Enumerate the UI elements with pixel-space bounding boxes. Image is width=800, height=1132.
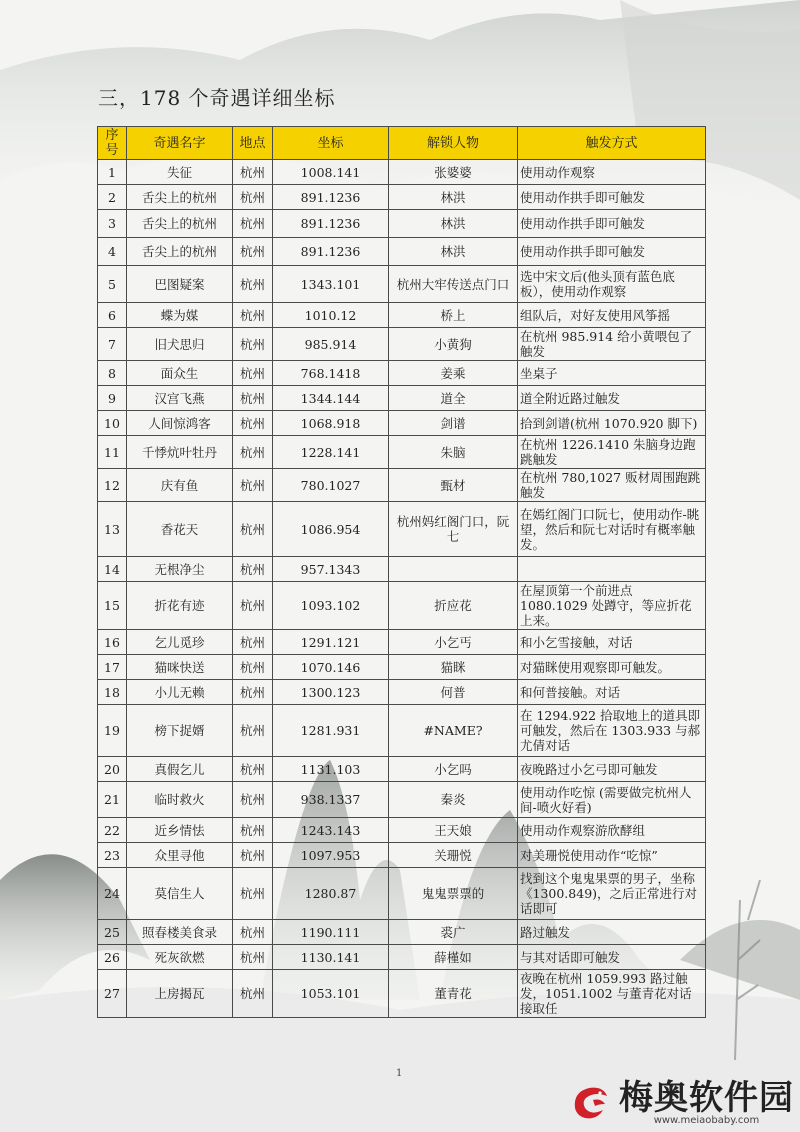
- cell-index: 23: [98, 843, 127, 868]
- cell-name: 蝶为媒: [127, 303, 233, 328]
- cell-name: 临时救火: [127, 782, 233, 818]
- cell-coordinates: 891.1236: [273, 210, 389, 238]
- cell-unlock-npc: 猫眯: [389, 655, 518, 680]
- cell-location: 杭州: [233, 469, 273, 502]
- cell-name: 舌尖上的杭州: [127, 210, 233, 238]
- cell-coordinates: 891.1236: [273, 185, 389, 210]
- cell-trigger-method: 选中宋文后(他头顶有蓝色底板），使用动作观察: [518, 266, 706, 303]
- cell-name: 失征: [127, 160, 233, 185]
- cell-coordinates: 938.1337: [273, 782, 389, 818]
- cell-index: 4: [98, 238, 127, 266]
- cell-index: 5: [98, 266, 127, 303]
- cell-unlock-npc: 折应花: [389, 582, 518, 630]
- table-row: [98, 266, 706, 303]
- cell-location: 杭州: [233, 557, 273, 582]
- cell-location: 杭州: [233, 757, 273, 782]
- page-number: 1: [396, 1068, 403, 1079]
- cell-unlock-npc: 林洪: [389, 238, 518, 266]
- cell-coordinates: 768.1418: [273, 361, 389, 386]
- header-cell-coordinates: 坐标: [273, 127, 389, 160]
- cell-location: 杭州: [233, 920, 273, 945]
- cell-name: 近乡情怯: [127, 818, 233, 843]
- cell-coordinates: 1070.146: [273, 655, 389, 680]
- cell-coordinates: 1228.141: [273, 436, 389, 469]
- cell-index: 25: [98, 920, 127, 945]
- cell-location: 杭州: [233, 705, 273, 757]
- table-row: [98, 185, 706, 210]
- cell-trigger-method: 在嫣红阁门口阮七，使用动作-眺望，然后和阮七对话时有概率触发。: [518, 502, 706, 557]
- cell-name: 上房揭瓦: [127, 970, 233, 1018]
- table-row: [98, 361, 706, 386]
- cell-coordinates: 985.914: [273, 328, 389, 361]
- cell-name: 猫咪快送: [127, 655, 233, 680]
- cell-coordinates: 1190.111: [273, 920, 389, 945]
- cell-name: 千悸炕叶牡丹: [127, 436, 233, 469]
- cell-coordinates: 1300.123: [273, 680, 389, 705]
- cell-unlock-npc: 桥上: [389, 303, 518, 328]
- cell-trigger-method: 在杭州 780,1027 贩材周围跑跳触发: [518, 469, 706, 502]
- table-row: [98, 970, 706, 1018]
- cell-unlock-npc: 姜乘: [389, 361, 518, 386]
- table-row: [98, 328, 706, 361]
- cell-location: 杭州: [233, 655, 273, 680]
- cell-location: 杭州: [233, 160, 273, 185]
- cell-unlock-npc: 剑谱: [389, 411, 518, 436]
- cell-index: 14: [98, 557, 127, 582]
- table-row: [98, 210, 706, 238]
- cell-location: 杭州: [233, 185, 273, 210]
- cell-name: 照春楼美食录: [127, 920, 233, 945]
- cell-coordinates: 1291.121: [273, 630, 389, 655]
- cell-location: 杭州: [233, 843, 273, 868]
- table-row: [98, 411, 706, 436]
- section-heading: 三，178 个奇遇详细坐标: [98, 86, 336, 110]
- cell-index: 2: [98, 185, 127, 210]
- cell-unlock-npc: 朱脑: [389, 436, 518, 469]
- table-row: [98, 920, 706, 945]
- cell-unlock-npc: 秦炎: [389, 782, 518, 818]
- table-row: [98, 386, 706, 411]
- cell-name: 面众生: [127, 361, 233, 386]
- table-row: [98, 557, 706, 582]
- cell-index: 9: [98, 386, 127, 411]
- cell-name: 香花天: [127, 502, 233, 557]
- cell-trigger-method: 与其对话即可触发: [518, 945, 706, 970]
- cell-coordinates: 1131.103: [273, 757, 389, 782]
- cell-unlock-npc: 杭州妈红阁门口，阮七: [389, 502, 518, 557]
- cell-name: 舌尖上的杭州: [127, 238, 233, 266]
- table-row: [98, 680, 706, 705]
- cell-trigger-method: 夜晚在杭州 1059.993 路过触发，1051.1002 与董青花对话接取任: [518, 970, 706, 1018]
- cell-index: 20: [98, 757, 127, 782]
- cell-coordinates: 1281.931: [273, 705, 389, 757]
- cell-index: 12: [98, 469, 127, 502]
- cell-coordinates: 1130.141: [273, 945, 389, 970]
- cell-coordinates: 891.1236: [273, 238, 389, 266]
- cell-name: 巴图疑案: [127, 266, 233, 303]
- cell-index: 13: [98, 502, 127, 557]
- cell-location: 杭州: [233, 680, 273, 705]
- cell-trigger-method: 和小乞雪接触，对话: [518, 630, 706, 655]
- table-row: [98, 818, 706, 843]
- cell-location: 杭州: [233, 386, 273, 411]
- cell-index: 1: [98, 160, 127, 185]
- cell-name: 众里寻他: [127, 843, 233, 868]
- table-row: [98, 782, 706, 818]
- cell-name: 旧犬思归: [127, 328, 233, 361]
- header-cell-index: 序号: [98, 127, 127, 160]
- table-row: [98, 238, 706, 266]
- cell-location: 杭州: [233, 328, 273, 361]
- cell-name: 折花有迹: [127, 582, 233, 630]
- cell-coordinates: 1093.102: [273, 582, 389, 630]
- cell-name: 真假乞儿: [127, 757, 233, 782]
- cell-name: 舌尖上的杭州: [127, 185, 233, 210]
- cell-unlock-npc: #NAME?: [389, 705, 518, 757]
- cell-unlock-npc: 小乞吗: [389, 757, 518, 782]
- cell-name: 死灰欲燃: [127, 945, 233, 970]
- cell-name: 莫信生人: [127, 868, 233, 920]
- table-row: [98, 843, 706, 868]
- cell-coordinates: 1097.953: [273, 843, 389, 868]
- cell-location: 杭州: [233, 782, 273, 818]
- cell-location: 杭州: [233, 945, 273, 970]
- cell-location: 杭州: [233, 818, 273, 843]
- cell-location: 杭州: [233, 630, 273, 655]
- cell-trigger-method: 在杭州 1226.1410 朱脑身边跑跳触发: [518, 436, 706, 469]
- cell-unlock-npc: [389, 557, 518, 582]
- cell-coordinates: 1053.101: [273, 970, 389, 1018]
- header-cell-name: 奇遇名字: [127, 127, 233, 160]
- cell-trigger-method: 使用动作观察: [518, 160, 706, 185]
- cell-trigger-method: 对美珊悦使用动作“吃惊”: [518, 843, 706, 868]
- cell-trigger-method: 使用动作拱手即可触发: [518, 238, 706, 266]
- cell-coordinates: 1068.918: [273, 411, 389, 436]
- table-body: [98, 160, 706, 1018]
- cell-coordinates: 1008.141: [273, 160, 389, 185]
- cell-coordinates: 957.1343: [273, 557, 389, 582]
- cell-trigger-method: 路过触发: [518, 920, 706, 945]
- cell-location: 杭州: [233, 303, 273, 328]
- cell-coordinates: 1343.101: [273, 266, 389, 303]
- cell-index: 3: [98, 210, 127, 238]
- cell-coordinates: 780.1027: [273, 469, 389, 502]
- cell-location: 杭州: [233, 210, 273, 238]
- cell-index: 15: [98, 582, 127, 630]
- table-row: [98, 160, 706, 185]
- cell-location: 杭州: [233, 436, 273, 469]
- cell-name: 人间惊鸿客: [127, 411, 233, 436]
- watermark-title: 梅奥软件园: [619, 1077, 794, 1118]
- header-cell-unlock-npc: 解锁人物: [389, 127, 518, 160]
- cell-trigger-method: 使用动作拱手即可触发: [518, 185, 706, 210]
- cell-unlock-npc: 薛槿如: [389, 945, 518, 970]
- table-row: [98, 630, 706, 655]
- cell-trigger-method: 对猫眯使用观察即可触发。: [518, 655, 706, 680]
- cell-trigger-method: 拾到剑谱(杭州 1070.920 脚下): [518, 411, 706, 436]
- cell-unlock-npc: 裘广: [389, 920, 518, 945]
- cell-location: 杭州: [233, 238, 273, 266]
- cell-index: 24: [98, 868, 127, 920]
- dragon-logo-icon: [567, 1078, 615, 1126]
- cell-location: 杭州: [233, 502, 273, 557]
- table-row: [98, 945, 706, 970]
- cell-index: 19: [98, 705, 127, 757]
- header-cell-location: 地点: [233, 127, 273, 160]
- cell-name: 庆有鱼: [127, 469, 233, 502]
- table-row: [98, 705, 706, 757]
- cell-unlock-npc: 甄材: [389, 469, 518, 502]
- cell-trigger-method: 道全附近路过触发: [518, 386, 706, 411]
- cell-coordinates: 1086.954: [273, 502, 389, 557]
- cell-index: 10: [98, 411, 127, 436]
- cell-unlock-npc: 董青花: [389, 970, 518, 1018]
- cell-name: 榜下捉婿: [127, 705, 233, 757]
- cell-trigger-method: 在杭州 985.914 给小黄喂包了触发: [518, 328, 706, 361]
- cell-unlock-npc: 道全: [389, 386, 518, 411]
- cell-location: 杭州: [233, 970, 273, 1018]
- table-row: [98, 655, 706, 680]
- cell-unlock-npc: 关珊悦: [389, 843, 518, 868]
- watermark: [567, 1078, 794, 1126]
- cell-name: 小儿无赖: [127, 680, 233, 705]
- encounter-coordinates-table: [97, 126, 706, 1018]
- cell-location: 杭州: [233, 266, 273, 303]
- table-row: [98, 757, 706, 782]
- cell-unlock-npc: 何普: [389, 680, 518, 705]
- cell-trigger-method: 使用动作吃惊 (需要做完杭州人间-喷火好看): [518, 782, 706, 818]
- cell-index: 18: [98, 680, 127, 705]
- cell-coordinates: 1010.12: [273, 303, 389, 328]
- header-cell-trigger-method: 触发方式: [518, 127, 706, 160]
- cell-trigger-method: 夜晚路过小乞弓即可触发: [518, 757, 706, 782]
- cell-trigger-method: 使用动作观察游欣酵组: [518, 818, 706, 843]
- cell-location: 杭州: [233, 868, 273, 920]
- cell-unlock-npc: 林洪: [389, 210, 518, 238]
- cell-coordinates: 1344.144: [273, 386, 389, 411]
- cell-unlock-npc: 鬼鬼票票的: [389, 868, 518, 920]
- cell-trigger-method: 在屋顶第一个前进点 1080.1029 处蹲守，等应折花上来。: [518, 582, 706, 630]
- cell-name: 乞儿觅珍: [127, 630, 233, 655]
- table-row: [98, 502, 706, 557]
- cell-unlock-npc: 小乞丐: [389, 630, 518, 655]
- cell-index: 16: [98, 630, 127, 655]
- cell-location: 杭州: [233, 582, 273, 630]
- cell-trigger-method: 和何普接触。对话: [518, 680, 706, 705]
- cell-unlock-npc: 林洪: [389, 185, 518, 210]
- cell-location: 杭州: [233, 361, 273, 386]
- cell-index: 6: [98, 303, 127, 328]
- table-row: [98, 469, 706, 502]
- cell-unlock-npc: 张婆婆: [389, 160, 518, 185]
- cell-trigger-method: 使用动作拱手即可触发: [518, 210, 706, 238]
- table-row: [98, 582, 706, 630]
- cell-unlock-npc: 王天娘: [389, 818, 518, 843]
- cell-trigger-method: 坐桌子: [518, 361, 706, 386]
- cell-unlock-npc: 杭州大牢传送点门口: [389, 266, 518, 303]
- cell-index: 7: [98, 328, 127, 361]
- table-row: [98, 303, 706, 328]
- cell-location: 杭州: [233, 411, 273, 436]
- watermark-url: www.meiaobaby.com: [653, 1114, 760, 1126]
- cell-trigger-method: [518, 557, 706, 582]
- cell-unlock-npc: 小黄狗: [389, 328, 518, 361]
- cell-index: 17: [98, 655, 127, 680]
- cell-name: 无根净尘: [127, 557, 233, 582]
- cell-coordinates: 1280.87: [273, 868, 389, 920]
- cell-index: 26: [98, 945, 127, 970]
- cell-coordinates: 1243.143: [273, 818, 389, 843]
- table-row: [98, 868, 706, 920]
- table-header-row: [98, 127, 706, 160]
- cell-name: 汉宫飞燕: [127, 386, 233, 411]
- cell-index: 22: [98, 818, 127, 843]
- cell-index: 8: [98, 361, 127, 386]
- table-row: [98, 436, 706, 469]
- cell-index: 27: [98, 970, 127, 1018]
- cell-index: 11: [98, 436, 127, 469]
- cell-index: 21: [98, 782, 127, 818]
- cell-trigger-method: 找到这个鬼鬼果票的男子，坐称《1300.849)，之后正常进行对话即可: [518, 868, 706, 920]
- cell-trigger-method: 组队后，对好友使用风筝摇: [518, 303, 706, 328]
- cell-trigger-method: 在 1294.922 拾取地上的道具即可触发，然后在 1303.933 与郝尤倩对话: [518, 705, 706, 757]
